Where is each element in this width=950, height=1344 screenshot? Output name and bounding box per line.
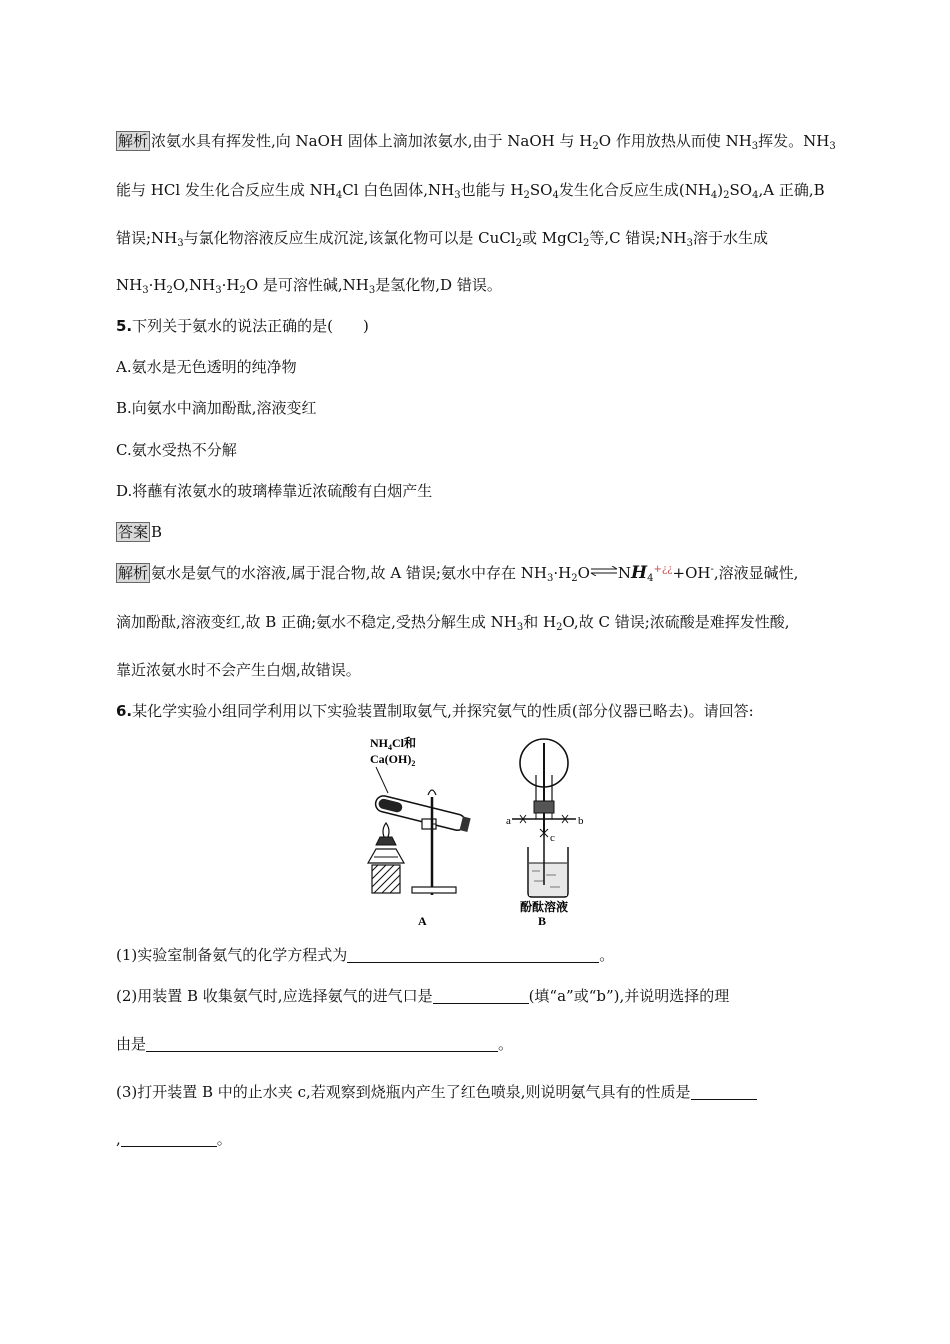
- q6-part3-line2: , 。: [116, 1130, 232, 1148]
- q5-stem: 5.下列关于氨水的说法正确的是( ): [116, 317, 369, 335]
- answer-blank-property-1[interactable]: [691, 1083, 757, 1100]
- inlet-label-a: a: [506, 815, 511, 827]
- apparatus-label-b: B: [538, 914, 547, 928]
- q5-option-b: B.向氨水中滴加酚酞,溶液变红: [116, 399, 317, 417]
- q6-part3-line1: (3)打开装置 B 中的止水夹 c,若观察到烧瓶内产生了红色喷泉,则说明氨气具有的性质是: [116, 1082, 757, 1102]
- indicator-label: 酚酞溶液: [520, 900, 569, 914]
- ammonium-ion: $H_4^{+¿¿}$: [631, 563, 673, 584]
- q6-part2-line2: 由是 。: [116, 1035, 514, 1053]
- q5-analysis-line2: 滴加酚酞,溶液变红,故 B 正确;氨水不稳定,受热分解生成 $NH_3$和 $H_2O$,故 C 错误;浓硫酸是难挥发性酸,: [116, 613, 790, 633]
- inlet-label-b: b: [578, 815, 584, 827]
- q5-option-a: A.氨水是无色透明的纯净物: [116, 358, 297, 376]
- q5-analysis-line1: 解析 氨水是氨气的水溶液,属于混合物,故 A 错误;氨水中存在 $NH_3\cdot H_2O$ $NH_4^{+¿¿}+OH^-$,溶液显碱性,: [118, 563, 799, 584]
- answer-blank-property-2[interactable]: [121, 1130, 217, 1147]
- analysis4-line4: $NH_3\cdot H_2O,NH_3\cdot H_2O$ 是可溶性碱$,NH_3$是氢化物,D 错误。: [116, 276, 502, 296]
- analysis4-line1: 解析 浓氨水具有挥发性,向 NaOH 固体上滴加浓氨水,由于 NaOH 与 $H_2O$ 作用放热从而使 $NH_3$挥发。$NH_3$: [118, 132, 836, 152]
- apparatus-figure: [360, 735, 590, 930]
- answer-tag: 答案: [118, 523, 149, 541]
- answer-value: B: [151, 523, 163, 541]
- analysis4-line3: 错误$;NH_3$与氯化物溶液反应生成沉淀,该氯化物可以是 CuCl$_2$或 MgCl$_2$等,C 错误$;NH_3$溶于水生成: [116, 229, 769, 249]
- clamp-label-c: c: [550, 832, 555, 844]
- analysis-tag: 解析: [118, 132, 149, 150]
- reagent-label-2: $Ca(OH)_2$: [370, 752, 416, 768]
- apparatus-label-a: A: [418, 914, 427, 928]
- equilibrium-arrow-icon: [590, 566, 618, 576]
- reagent-label-1: $NH_4Cl$和: [370, 736, 417, 752]
- q5-option-d: D.将蘸有浓氨水的玻璃棒靠近浓硫酸有白烟产生: [116, 482, 433, 500]
- q6-number: 6.: [116, 702, 133, 720]
- q5-analysis-line3: 靠近浓氨水时不会产生白烟,故错误。: [116, 661, 361, 679]
- answer-blank-equation[interactable]: [347, 946, 599, 963]
- q5-number: 5.: [116, 317, 133, 335]
- q6-stem: 6.某化学实验小组同学利用以下实验装置制取氨气,并探究氨气的性质(部分仪器已略去)。请回答:: [116, 702, 754, 720]
- answer-blank-inlet[interactable]: [433, 987, 529, 1004]
- q5-answer: [116, 522, 162, 542]
- answer-blank-reason[interactable]: [146, 1035, 498, 1052]
- analysis-tag: 解析: [118, 564, 149, 582]
- q6-part1: (1)实验室制备氨气的化学方程式为 。: [116, 946, 615, 964]
- q6-part2-line1: (2)用装置 B 收集氨气时,应选择氨气的进气口是 (填“a”或“b”),并说明选择的理: [116, 987, 730, 1005]
- q5-option-c: C.氨水受热不分解: [116, 441, 237, 459]
- analysis4-line2: 能与 HCl 发生化合反应生成 $NH_4Cl$ 白色固体$,NH_3$也能与 $H_2SO_4$发生化合反应生成$(NH_4)_2SO_4,A$ 正确,B: [116, 181, 825, 201]
